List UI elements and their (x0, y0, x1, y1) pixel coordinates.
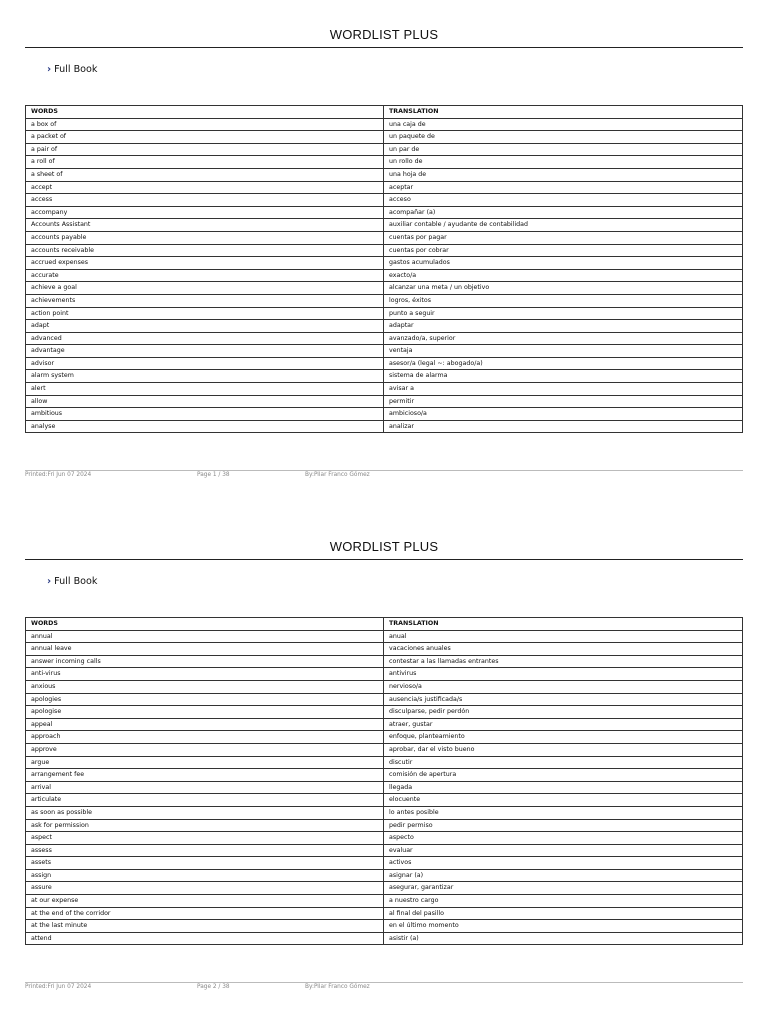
translation-cell: ventaja (384, 345, 743, 358)
word-cell: approve (26, 743, 384, 756)
wordlist-table (25, 617, 743, 945)
translation-cell: pedir permiso (384, 819, 743, 832)
translation-cell: un rollo de (384, 156, 743, 169)
table-row (26, 932, 743, 945)
translation-cell: vacaciones anuales (384, 643, 743, 656)
wordlist-table (25, 105, 743, 433)
footer-divider (25, 470, 743, 471)
word-cell: at the end of the corridor (26, 907, 384, 920)
word-cell: assign (26, 869, 384, 882)
word-cell: accept (26, 181, 384, 194)
table-row (26, 693, 743, 706)
table-row (26, 643, 743, 656)
word-cell: alarm system (26, 370, 384, 383)
translation-cell: lo antes posible (384, 806, 743, 819)
word-cell: accounts payable (26, 231, 384, 244)
word-cell: advisor (26, 357, 384, 370)
words-column-header: WORDS (26, 618, 384, 631)
translation-cell: auxiliar contable / ayudante de contabilidad (384, 219, 743, 232)
table-row (26, 345, 743, 358)
word-cell: allow (26, 395, 384, 408)
translation-cell: discutir (384, 756, 743, 769)
translation-cell: analizar (384, 420, 743, 433)
table-row (26, 781, 743, 794)
word-cell: assure (26, 882, 384, 895)
translation-cell: una hoja de (384, 168, 743, 181)
translation-cell: asignar (a) (384, 869, 743, 882)
translation-cell: aprobar, dar el visto bueno (384, 743, 743, 756)
translation-cell: elocuente (384, 794, 743, 807)
translation-cell: gastos acumulados (384, 257, 743, 270)
translation-cell: un paquete de (384, 131, 743, 144)
translation-cell: aceptar (384, 181, 743, 194)
word-cell: accounts receivable (26, 244, 384, 257)
author: By:Pilar Franco Gómez (305, 984, 370, 990)
word-cell: Accounts Assistant (26, 219, 384, 232)
table-header-row (26, 618, 743, 631)
word-cell: ambitious (26, 408, 384, 421)
word-cell: at the last minute (26, 920, 384, 933)
translation-cell: asegurar, garantizar (384, 882, 743, 895)
table-row (26, 680, 743, 693)
page-number: Page 2 / 38 (197, 984, 230, 990)
translation-cell: contestar a las llamadas entrantes (384, 655, 743, 668)
footer-divider (25, 982, 743, 983)
translation-cell: a nuestro cargo (384, 895, 743, 908)
word-cell: a box of (26, 118, 384, 131)
table-row (26, 282, 743, 295)
word-cell: annual leave (26, 643, 384, 656)
translation-cell: antivirus (384, 668, 743, 681)
chevron-right-icon: › (47, 64, 52, 75)
table-row (26, 630, 743, 643)
table-row (26, 408, 743, 421)
word-cell: advantage (26, 345, 384, 358)
word-cell: arrival (26, 781, 384, 794)
translation-cell: exacto/a (384, 269, 743, 282)
translation-cell: cuentas por cobrar (384, 244, 743, 257)
table-header-row (26, 106, 743, 119)
table-row (26, 743, 743, 756)
chevron-right-icon: › (47, 576, 52, 587)
breadcrumb[interactable] (47, 64, 97, 75)
word-cell: apologies (26, 693, 384, 706)
word-cell: arrangement fee (26, 769, 384, 782)
translation-cell: sistema de alarma (384, 370, 743, 383)
translation-cell: enfoque, planteamiento (384, 731, 743, 744)
translation-cell: un par de (384, 143, 743, 156)
translation-cell: en el último momento (384, 920, 743, 933)
table-row (26, 769, 743, 782)
table-row (26, 420, 743, 433)
word-cell: a sheet of (26, 168, 384, 181)
word-cell: ask for permission (26, 819, 384, 832)
translation-cell: acceso (384, 194, 743, 207)
table-row (26, 907, 743, 920)
table-row (26, 857, 743, 870)
word-cell: assets (26, 857, 384, 870)
table-row (26, 895, 743, 908)
word-cell: annual (26, 630, 384, 643)
word-cell: action point (26, 307, 384, 320)
breadcrumb-label: Full Book (54, 576, 98, 587)
word-cell: anti-virus (26, 668, 384, 681)
word-cell: at our expense (26, 895, 384, 908)
table-row (26, 882, 743, 895)
printed-date: Printed:Fri Jun 07 2024 (25, 984, 92, 990)
table-row (26, 257, 743, 270)
page-number: Page 1 / 38 (197, 472, 230, 478)
table-row (26, 832, 743, 845)
breadcrumb[interactable] (47, 576, 97, 587)
table-row (26, 181, 743, 194)
page-title: WORDLIST PLUS (329, 539, 439, 554)
translation-cell: disculparse, pedir perdón (384, 706, 743, 719)
breadcrumb-label: Full Book (54, 64, 98, 75)
table-row (26, 806, 743, 819)
table-row (26, 244, 743, 257)
table-row (26, 731, 743, 744)
table-row (26, 706, 743, 719)
table-row (26, 920, 743, 933)
translation-column-header: TRANSLATION (384, 618, 743, 631)
word-cell: assess (26, 844, 384, 857)
table-row (26, 118, 743, 131)
translation-cell: evaluar (384, 844, 743, 857)
translation-cell: adaptar (384, 320, 743, 333)
word-cell: approach (26, 731, 384, 744)
translation-cell: ambicioso/a (384, 408, 743, 421)
table-row (26, 383, 743, 396)
word-cell: appeal (26, 718, 384, 731)
table-row (26, 269, 743, 282)
translation-cell: ausencia/s justificada/s (384, 693, 743, 706)
table-row (26, 668, 743, 681)
translation-cell: aspecto (384, 832, 743, 845)
word-cell: articulate (26, 794, 384, 807)
word-cell: achievements (26, 294, 384, 307)
translation-cell: alcanzar una meta / un objetivo (384, 282, 743, 295)
page-title: WORDLIST PLUS (329, 27, 439, 42)
table-row (26, 844, 743, 857)
table-row (26, 131, 743, 144)
table-row (26, 307, 743, 320)
word-cell: access (26, 194, 384, 207)
translation-cell: nervioso/a (384, 680, 743, 693)
translation-cell: avisar a (384, 383, 743, 396)
word-cell: argue (26, 756, 384, 769)
table-row (26, 143, 743, 156)
table-row (26, 718, 743, 731)
title-divider (25, 559, 743, 560)
translation-cell: atraer, gustar (384, 718, 743, 731)
word-cell: aspect (26, 832, 384, 845)
translation-column-header: TRANSLATION (384, 106, 743, 119)
table-row (26, 395, 743, 408)
translation-cell: activos (384, 857, 743, 870)
word-cell: attend (26, 932, 384, 945)
table-row (26, 756, 743, 769)
words-column-header: WORDS (26, 106, 384, 119)
word-cell: advanced (26, 332, 384, 345)
translation-cell: al final del pasillo (384, 907, 743, 920)
table-row (26, 819, 743, 832)
table-row (26, 156, 743, 169)
translation-cell: anual (384, 630, 743, 643)
word-cell: alert (26, 383, 384, 396)
table-row (26, 168, 743, 181)
translation-cell: comisión de apertura (384, 769, 743, 782)
word-cell: a packet of (26, 131, 384, 144)
translation-cell: llegada (384, 781, 743, 794)
word-cell: answer incoming calls (26, 655, 384, 668)
table-row (26, 231, 743, 244)
translation-cell: acompañar (a) (384, 206, 743, 219)
word-cell: a pair of (26, 143, 384, 156)
table-row (26, 794, 743, 807)
table-row (26, 370, 743, 383)
translation-cell: logros, éxitos (384, 294, 743, 307)
translation-cell: asesor/a (legal ~: abogado/a) (384, 357, 743, 370)
word-cell: achieve a goal (26, 282, 384, 295)
table-row (26, 320, 743, 333)
title-divider (25, 47, 743, 48)
translation-cell: punto a seguir (384, 307, 743, 320)
word-cell: a roll of (26, 156, 384, 169)
table-row (26, 219, 743, 232)
translation-cell: avanzado/a, superior (384, 332, 743, 345)
translation-cell: cuentas por pagar (384, 231, 743, 244)
table-row (26, 332, 743, 345)
word-cell: accompany (26, 206, 384, 219)
table-row (26, 294, 743, 307)
word-cell: accrued expenses (26, 257, 384, 270)
word-cell: adapt (26, 320, 384, 333)
word-cell: apologise (26, 706, 384, 719)
word-cell: analyse (26, 420, 384, 433)
printed-date: Printed:Fri Jun 07 2024 (25, 472, 92, 478)
translation-cell: una caja de (384, 118, 743, 131)
word-cell: anxious (26, 680, 384, 693)
table-row (26, 194, 743, 207)
translation-cell: asistir (a) (384, 932, 743, 945)
word-cell: accurate (26, 269, 384, 282)
table-row (26, 357, 743, 370)
document-page-2 (0, 512, 768, 1024)
author: By:Pilar Franco Gómez (305, 472, 370, 478)
translation-cell: permitir (384, 395, 743, 408)
table-row (26, 869, 743, 882)
table-row (26, 206, 743, 219)
table-row (26, 655, 743, 668)
word-cell: as soon as possible (26, 806, 384, 819)
